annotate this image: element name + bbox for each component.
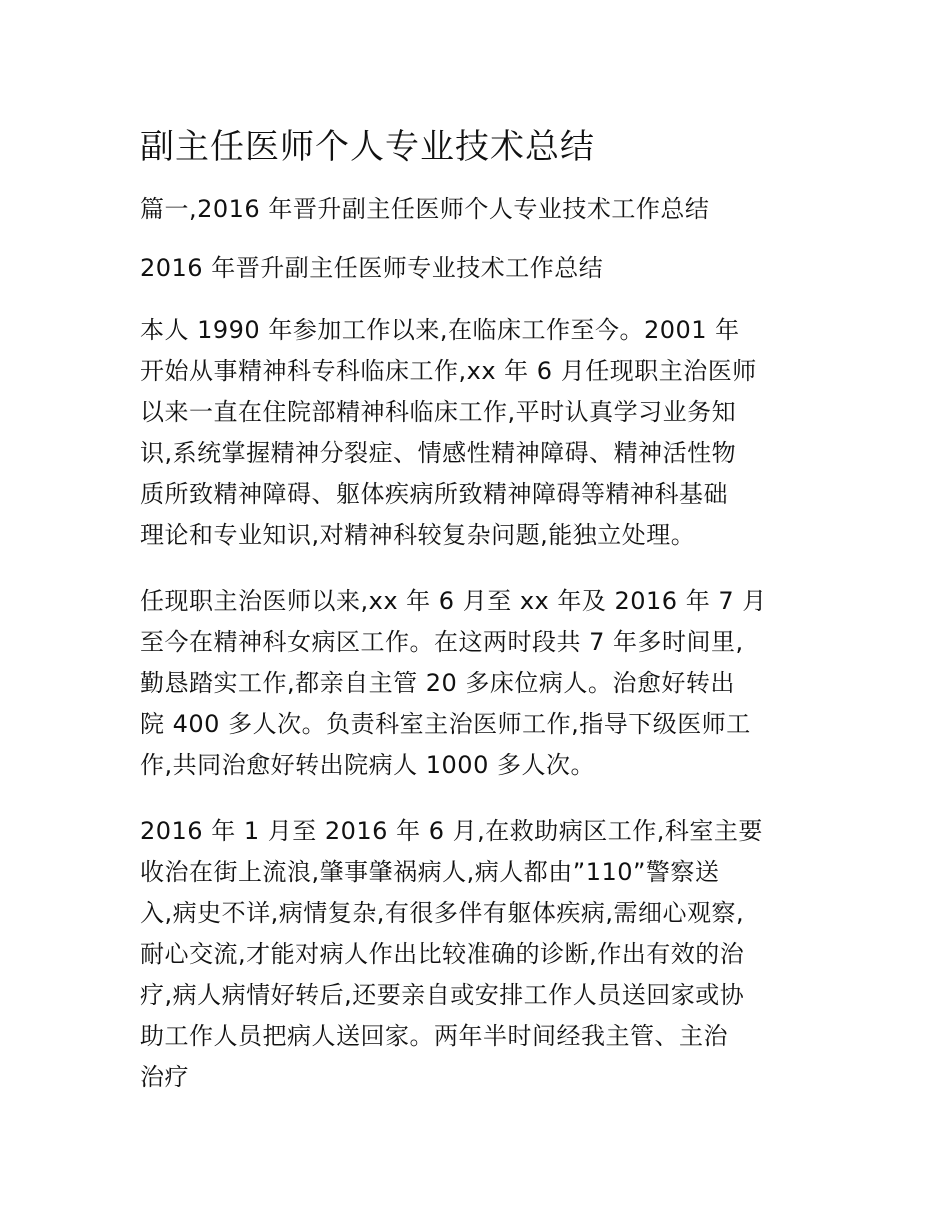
paragraph-line: 任现职主治医师以来,xx 年 6 月至 xx 年及 2016 年 7 月 bbox=[140, 587, 767, 615]
section-heading: 篇一,2016 年晋升副主任医师个人专业技术工作总结 bbox=[140, 195, 710, 223]
paragraph-1 bbox=[140, 310, 808, 556]
paragraph-line: 质所致精神障碍、躯体疾病所致精神障碍等精神科基础 bbox=[140, 480, 728, 508]
paragraph-line: 助工作人员把病人送回家。两年半时间经我主管、主治 bbox=[140, 1022, 728, 1050]
paragraph-line: 2016 年 1 月至 2016 年 6 月,在救助病区工作,科室主要 bbox=[140, 817, 763, 845]
paragraph-line: 院 400 多人次。负责科室主治医师工作,指导下级医师工 bbox=[140, 710, 751, 738]
paragraph-line: 入,病史不详,病情复杂,有很多伴有躯体疾病,需细心观察, bbox=[140, 899, 745, 927]
paragraph-line: 开始从事精神科专科临床工作,xx 年 6 月任现职主治医师 bbox=[140, 357, 757, 385]
paragraph-3 bbox=[140, 811, 808, 1098]
paragraph-line: 勤恳踏实工作,都亲自主管 20 多床位病人。治愈好转出 bbox=[140, 669, 735, 697]
paragraph-line: 理论和专业知识,对精神科较复杂问题,能独立处理。 bbox=[140, 521, 696, 549]
paragraph-line: 耐心交流,才能对病人作出比较准确的诊断,作出有效的治 bbox=[140, 940, 745, 968]
paragraph-line: 以来一直在住院部精神科临床工作,平时认真学习业务知 bbox=[140, 398, 737, 426]
paragraph-line: 治疗 bbox=[140, 1063, 189, 1091]
document-body bbox=[140, 118, 808, 1123]
paragraph-line: 本人 1990 年参加工作以来,在临床工作至今。2001 年 bbox=[140, 316, 740, 344]
paragraph-line: 疗,病人病情好转后,还要亲自或安排工作人员送回家或协 bbox=[140, 981, 745, 1009]
paragraph-line: 至今在精神科女病区工作。在这两时段共 7 年多时间里, bbox=[140, 628, 744, 656]
paragraph-line: 作,共同治愈好转出院病人 1000 多人次。 bbox=[140, 751, 595, 779]
report-heading: 2016 年晋升副主任医师专业技术工作总结 bbox=[140, 254, 604, 282]
document-title: 副主任医师个人专业技术总结 bbox=[140, 127, 595, 167]
paragraph-2 bbox=[140, 581, 808, 786]
paragraph-line: 识,系统掌握精神分裂症、情感性精神障碍、精神活性物 bbox=[140, 439, 737, 467]
paragraph-line: 收治在街上流浪,肇事肇祸病人,病人都由”110”警察送 bbox=[140, 858, 720, 886]
